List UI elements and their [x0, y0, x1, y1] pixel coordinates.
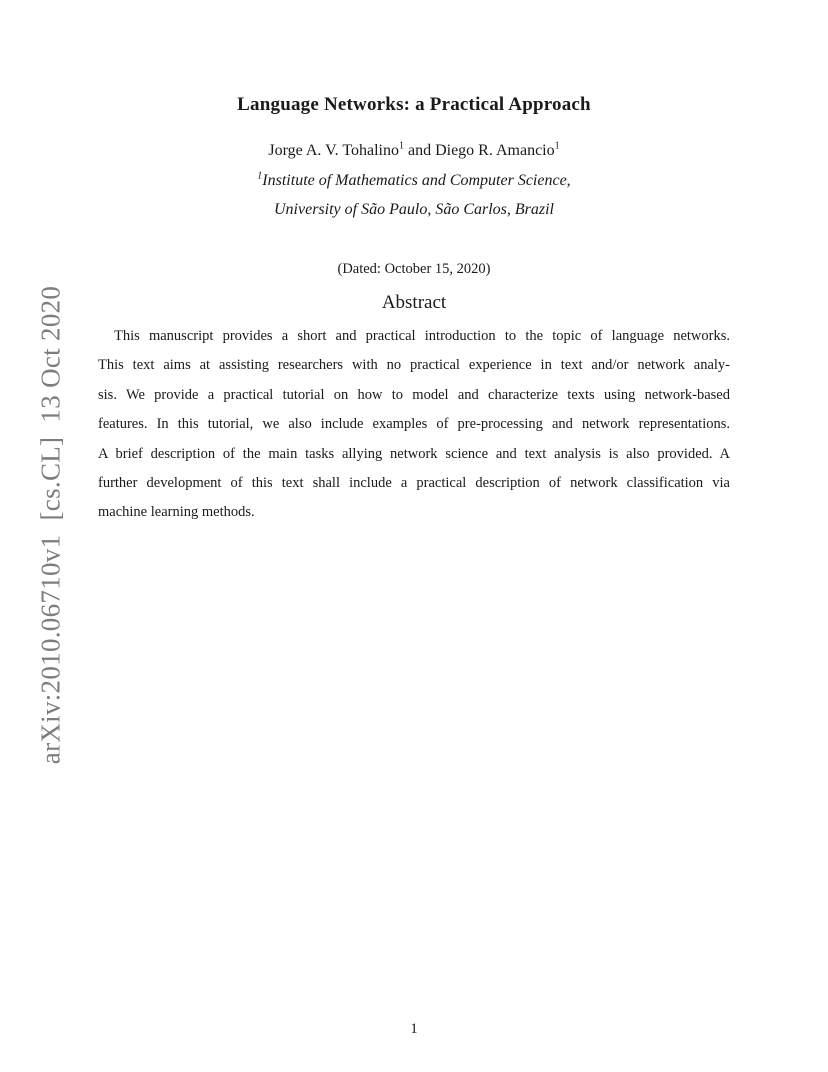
dated-line: (Dated: October 15, 2020): [337, 261, 491, 277]
author-affiliation-marker: 1: [554, 140, 560, 152]
affiliation-line: University of São Paulo, São Carlos, Brazil: [274, 201, 554, 218]
paper-title: Language Networks: a Practical Approach: [237, 94, 591, 115]
abstract-line: sis. We provide a practical tutorial on how to model and characterize texts using network-based: [98, 386, 730, 403]
author-name: Jorge A. V. Tohalino: [268, 142, 399, 159]
abstract-line: A brief description of the main tasks allying network science and text analysis is also provided. A: [98, 445, 730, 462]
abstract-line: machine learning methods.: [98, 504, 255, 521]
abstract-line: features. In this tutorial, we also include examples of pre-processing and network representations.: [98, 416, 730, 433]
affiliation-line: [0, 172, 828, 190]
abstract-body: [98, 326, 730, 532]
author-name: Diego R. Amancio: [435, 142, 555, 159]
abstract-heading: Abstract: [381, 292, 447, 313]
author-connector: and: [403, 142, 436, 159]
author-affiliation-marker: 1: [398, 140, 404, 152]
affiliation-marker: 1: [257, 170, 263, 182]
abstract-line: This text aims at assisting researchers with no practical experience in text and/or network analy-: [98, 357, 730, 374]
abstract-line: further development of this text shall include a practical description of network classification via: [98, 474, 730, 491]
author-list: [0, 142, 828, 160]
affiliation-text: Institute of Mathematics and Computer Science,: [262, 172, 571, 189]
arxiv-identifier-stamp: arXiv:2010.06710v1 [cs.CL] 13 Oct 2020: [35, 285, 66, 765]
abstract-line: This manuscript provides a short and practical introduction to the topic of language networks.: [114, 328, 730, 344]
page-number: 1: [410, 1021, 418, 1037]
